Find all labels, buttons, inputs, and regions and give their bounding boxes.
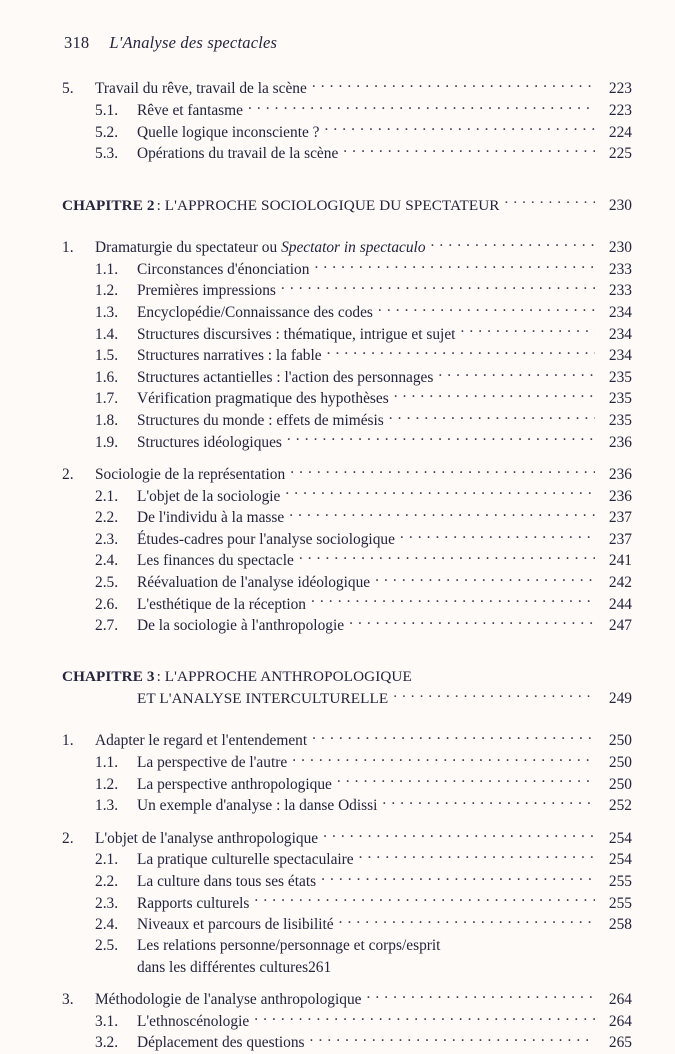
- entry-number: 1.: [62, 732, 74, 750]
- toc-entry-c2-1-7[interactable]: [62, 388, 632, 410]
- toc-entry-c3-1-3[interactable]: [62, 795, 632, 817]
- dot-leader: [460, 323, 595, 338]
- spacer: [62, 816, 632, 827]
- entry-label: De la sociologie à l'anthropologie: [137, 617, 345, 635]
- entry-page-number: 264: [608, 1012, 632, 1030]
- entry-label: [95, 237, 431, 258]
- dot-leader: [325, 121, 596, 136]
- entry-number: 2.2.: [95, 873, 119, 890]
- entry-page-number: 237: [608, 509, 632, 527]
- entry-label-line2: dans les différentes cultures: [137, 958, 309, 976]
- dot-leader: [367, 989, 596, 1004]
- entry-page-number: 254: [608, 829, 632, 847]
- entry-page-number: 236: [608, 487, 632, 505]
- entry-number: 3.2.: [95, 1034, 119, 1052]
- toc-entry-c2-2[interactable]: [62, 464, 632, 486]
- entry-number: 2.3.: [95, 894, 119, 912]
- entry-page-number: 236: [608, 433, 632, 451]
- entry-label: La culture dans tous ses états: [137, 873, 317, 890]
- entry-number: 3.1.: [95, 1012, 119, 1030]
- entry-number: 1.8.: [95, 411, 119, 429]
- table-of-contents: [62, 78, 632, 1054]
- toc-entry-c3-2[interactable]: [62, 827, 632, 849]
- entry-number: 2.: [62, 466, 74, 484]
- dot-leader: [281, 280, 595, 295]
- entry-label: Opérations du travail de la scène: [137, 145, 339, 163]
- chapter-title: L'APPROCHE SOCIOLOGIQUE DU SPECTATEUR: [164, 196, 500, 214]
- dot-leader: [323, 827, 595, 842]
- entry-number: 1.2.: [95, 775, 119, 793]
- entry-number: 2.1.: [95, 487, 119, 505]
- toc-entry-c2-1-6[interactable]: [62, 366, 632, 388]
- entry-number: 1.4.: [95, 325, 119, 343]
- spacer: [62, 709, 632, 730]
- dot-leader: [299, 550, 595, 565]
- entry-page-number: 235: [608, 390, 632, 408]
- entry-label: Rêve et fantasme: [137, 101, 243, 119]
- entry-label: Premières impressions: [137, 282, 276, 300]
- toc-entry-c2-1-5[interactable]: [62, 345, 632, 367]
- entry-label-plain: Dramaturgie du spectateur ou: [95, 239, 282, 257]
- toc-entry-c3-1[interactable]: [62, 730, 632, 752]
- entry-number: 2.4.: [95, 916, 119, 934]
- entry-label: Structures du monde : effets de mimésis: [137, 411, 384, 429]
- entry-label: L'esthétique de la réception: [137, 595, 307, 613]
- entry-page-number: 250: [608, 754, 632, 772]
- entry-page-number: 233: [608, 282, 632, 300]
- entry-label: L'ethnoscénologie: [137, 1012, 250, 1030]
- toc-entry-c2-1-2[interactable]: [62, 280, 632, 302]
- entry-number: 2.5.: [95, 937, 119, 955]
- entry-label: Rapports culturels: [137, 894, 250, 912]
- entry-number: 2.: [62, 829, 74, 847]
- chapter-separator: :: [156, 668, 161, 686]
- entry-label-line1: Les relations personne/personnage et corps/esprit: [137, 937, 441, 955]
- toc-entry-c2-2-2[interactable]: [62, 507, 632, 529]
- entry-label: Travail du rêve, travail de la scène: [95, 80, 307, 98]
- entry-number: 3.: [62, 991, 74, 1009]
- dot-leader: [378, 302, 595, 317]
- entry-number: 5.: [62, 80, 74, 98]
- entry-page-number: 230: [608, 239, 632, 257]
- entry-label: Un exemple d'analyse : la danse Odissi: [137, 797, 378, 815]
- toc-entry-5-3[interactable]: [62, 143, 632, 165]
- entry-number: 1.9.: [95, 433, 119, 451]
- entry-label: Structures actantielles : l'action des personnages: [137, 368, 434, 386]
- dot-leader: [400, 528, 595, 543]
- entry-label: Adapter le regard et l'entendement: [95, 732, 308, 750]
- toc-entry-c3-1-1[interactable]: [62, 752, 632, 774]
- toc-entry-c2-2-7[interactable]: [62, 615, 632, 637]
- spacer: [62, 164, 632, 194]
- dot-leader: [327, 345, 595, 360]
- toc-entry-c2-2-6[interactable]: [62, 593, 632, 615]
- toc-entry-c2-1-3[interactable]: [62, 302, 632, 324]
- entry-label: Méthodologie de l'analyse anthropologique: [95, 991, 362, 1009]
- dot-leader: [310, 1032, 595, 1047]
- entry-number: 1.3.: [95, 797, 119, 815]
- entry-label: La pratique culturelle spectaculaire: [137, 851, 354, 869]
- entry-page-number: 237: [608, 530, 632, 548]
- dot-leader: [375, 572, 595, 587]
- entry-page-number: 258: [608, 916, 632, 934]
- entry-page-number: 236: [608, 466, 632, 484]
- toc-entry-5[interactable]: [62, 78, 632, 100]
- toc-entry-c3-2-5-line1[interactable]: [62, 935, 632, 956]
- dot-leader: [349, 615, 595, 630]
- entry-page-number: 249: [608, 689, 632, 707]
- entry-page-number: 234: [608, 325, 632, 343]
- page-folio-number: 318: [64, 33, 90, 52]
- toc-entry-c2-2-5[interactable]: [62, 572, 632, 594]
- dot-leader: [438, 366, 595, 381]
- entry-page-number: 255: [608, 873, 632, 890]
- entry-page-number: 242: [608, 574, 632, 592]
- entry-page-number: 247: [608, 617, 632, 635]
- entry-number: 2.6.: [95, 595, 119, 613]
- dot-leader: [431, 237, 595, 252]
- entry-page-number: 265: [608, 1034, 632, 1052]
- entry-number: 1.7.: [95, 390, 119, 408]
- entry-page-number: 252: [608, 797, 632, 815]
- dot-leader: [287, 431, 595, 446]
- entry-page-number: 264: [608, 991, 632, 1009]
- book-title: L'Analyse des spectacles: [109, 33, 278, 52]
- entry-label: Circonstances d'énonciation: [137, 260, 310, 278]
- entry-number: 1.6.: [95, 368, 119, 386]
- entry-page-number: 250: [608, 732, 632, 750]
- toc-entry-c3-1-2[interactable]: [62, 773, 632, 795]
- entry-label: Les finances du spectacle: [137, 552, 294, 570]
- entry-label: Déplacement des questions: [137, 1034, 305, 1052]
- toc-entry-c2-1-1[interactable]: [62, 258, 632, 280]
- entry-number: 1.2.: [95, 282, 119, 300]
- entry-page-number: 223: [608, 101, 632, 119]
- toc-entry-c3-3-2[interactable]: [62, 1032, 632, 1054]
- entry-page-number: 261: [308, 958, 332, 976]
- toc-entry-c2-1-9[interactable]: [62, 431, 632, 453]
- entry-number: 2.5.: [95, 574, 119, 592]
- toc-entry-c2-1-4[interactable]: [62, 323, 632, 345]
- dot-leader: [254, 892, 595, 907]
- entry-number: 5.2.: [95, 123, 119, 141]
- entry-label: De l'individu à la masse: [137, 509, 285, 527]
- spacer: [62, 216, 632, 237]
- entry-label: Vérification pragmatique des hypothèses: [137, 390, 389, 408]
- entry-number: 1.5.: [95, 347, 119, 365]
- chapter-number-label: CHAPITRE 2: [62, 196, 155, 214]
- entry-page-number: 224: [608, 123, 632, 141]
- dot-leader: [321, 871, 595, 886]
- entry-label: Structures idéologiques: [137, 433, 282, 451]
- entry-label: Réévaluation de l'analyse idéologique: [137, 574, 371, 592]
- toc-entry-c3-2-2[interactable]: [62, 871, 632, 893]
- chapter-title-line2: ET L'ANALYSE INTERCULTURELLE: [137, 689, 389, 707]
- dot-leader: [289, 507, 595, 522]
- entry-label: La perspective de l'autre: [137, 754, 288, 772]
- entry-label: La perspective anthropologique: [137, 775, 332, 793]
- entry-number: 1.1.: [95, 260, 119, 278]
- dot-leader: [343, 143, 595, 158]
- entry-page-number: 250: [608, 775, 632, 793]
- chapter-separator: :: [156, 196, 161, 214]
- entry-page-number: 230: [608, 196, 632, 214]
- entry-page-number: 225: [608, 145, 632, 163]
- spacer: [62, 978, 632, 989]
- chapter-number-label: CHAPITRE 3: [62, 668, 155, 686]
- dot-leader: [505, 194, 595, 209]
- toc-entry-c3-2-3[interactable]: [62, 892, 632, 914]
- entry-page-number: 233: [608, 260, 632, 278]
- dot-leader: [311, 593, 595, 608]
- entry-label: Quelle logique inconsciente ?: [137, 123, 320, 141]
- entry-label: Structures discursives : thématique, intrigue et sujet: [137, 325, 456, 343]
- entry-page-number: 234: [608, 303, 632, 321]
- dot-leader: [285, 485, 595, 500]
- entry-number: 2.2.: [95, 509, 119, 527]
- entry-number: 1.1.: [95, 754, 119, 772]
- toc-entry-c2-2-1[interactable]: [62, 485, 632, 507]
- entry-label: Encyclopédie/Connaissance des codes: [137, 303, 373, 321]
- dot-leader: [393, 688, 595, 703]
- entry-label-italic: Spectator in spectaculo: [281, 239, 426, 257]
- dot-leader: [339, 914, 595, 929]
- dot-leader: [254, 1010, 595, 1025]
- entry-number: 2.4.: [95, 552, 119, 570]
- dot-leader: [312, 78, 595, 93]
- entry-number: 1.: [62, 239, 74, 257]
- entry-number: 1.3.: [95, 303, 119, 321]
- toc-entry-5-2[interactable]: [62, 121, 632, 143]
- entry-page-number: 244: [608, 595, 632, 613]
- entry-page-number: 255: [608, 894, 632, 912]
- entry-page-number: 234: [608, 347, 632, 365]
- dot-leader: [389, 410, 595, 425]
- dot-leader: [394, 388, 595, 403]
- entry-page-number: 235: [608, 368, 632, 386]
- toc-chapter-3-heading-line1[interactable]: [62, 666, 632, 687]
- entry-number: 2.7.: [95, 617, 119, 635]
- toc-chapter-3-heading-line2[interactable]: [62, 688, 632, 709]
- dot-leader: [248, 100, 595, 115]
- toc-entry-c2-2-4[interactable]: [62, 550, 632, 572]
- dot-leader: [359, 849, 595, 864]
- chapter-title-line1: L'APPROCHE ANTHROPOLOGIQUE: [164, 668, 412, 686]
- dot-leader: [312, 730, 595, 745]
- entry-label: Niveaux et parcours de lisibilité: [137, 916, 334, 934]
- entry-label: Études-cadres pour l'analyse sociologique: [137, 530, 395, 548]
- running-head: [64, 33, 635, 53]
- entry-page-number: 254: [608, 851, 632, 869]
- toc-entry-c2-1[interactable]: [62, 237, 632, 259]
- entry-number: 2.1.: [95, 851, 119, 869]
- dot-leader: [290, 464, 595, 479]
- dot-leader: [382, 795, 595, 810]
- entry-label: L'objet de l'analyse anthropologique: [95, 829, 319, 847]
- entry-page-number: 223: [608, 80, 632, 98]
- dot-leader: [314, 258, 595, 273]
- toc-entry-c3-2-1[interactable]: [62, 849, 632, 871]
- entry-page-number: 235: [608, 411, 632, 429]
- entry-number: 2.3.: [95, 530, 119, 548]
- entry-label: L'objet de la sociologie: [137, 487, 281, 505]
- toc-chapter-2-heading[interactable]: [62, 194, 632, 215]
- toc-entry-c3-3-1[interactable]: [62, 1010, 632, 1032]
- toc-entry-c3-2-4[interactable]: [62, 914, 632, 936]
- entry-label: Structures narratives : la fable: [137, 347, 322, 365]
- spacer: [62, 636, 632, 666]
- dot-leader: [337, 773, 595, 788]
- toc-entry-c2-2-3[interactable]: [62, 528, 632, 550]
- entry-page-number: 241: [608, 552, 632, 570]
- toc-entry-5-1[interactable]: [62, 100, 632, 122]
- toc-entry-c2-1-8[interactable]: [62, 410, 632, 432]
- toc-entry-c3-2-5-line2[interactable]: [62, 957, 632, 978]
- entry-number: 5.3.: [95, 145, 119, 163]
- entry-label: Sociologie de la représentation: [95, 466, 286, 484]
- entry-number: 5.1.: [95, 101, 119, 119]
- spacer: [62, 453, 632, 464]
- dot-leader: [292, 752, 595, 767]
